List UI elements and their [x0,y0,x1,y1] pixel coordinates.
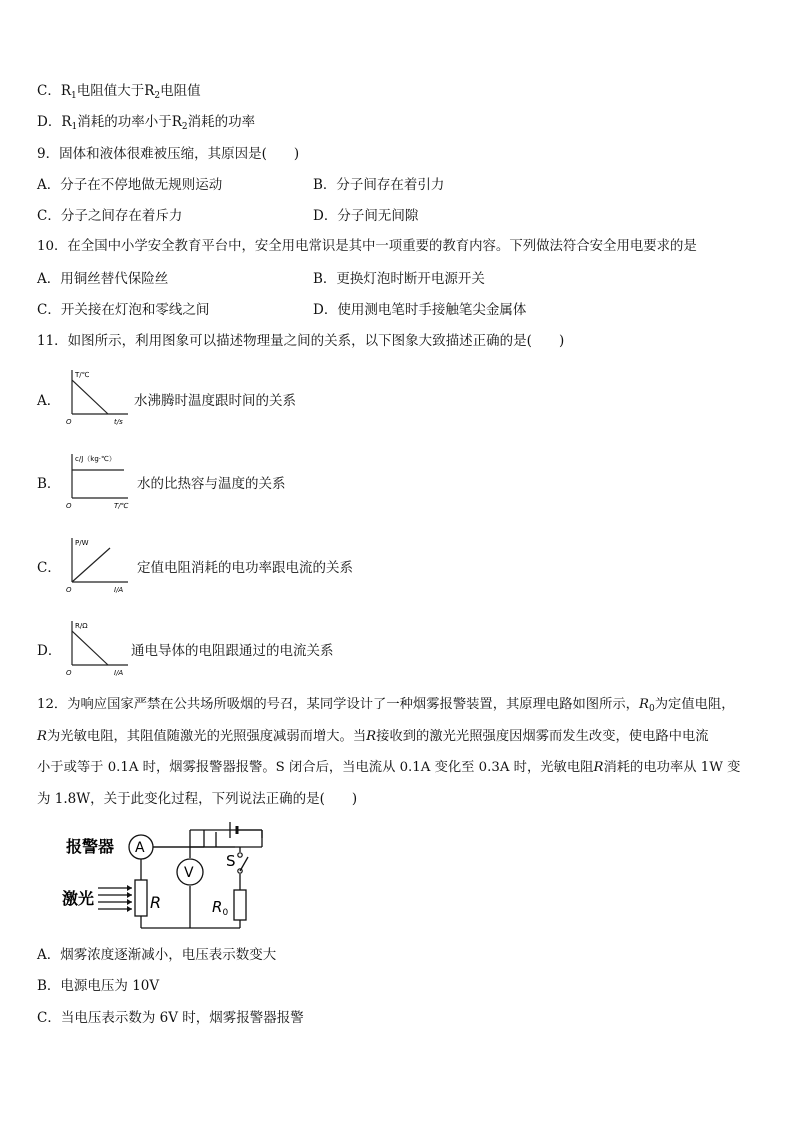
q12-stem-line-3 [37,759,740,777]
q10-option-a: A．用铜丝替代保险丝 [37,271,169,287]
r1-subscript: 1 [71,122,78,132]
y-axis-label: c/J（kg·℃） [75,455,116,463]
r1-symbol: R [60,83,72,99]
q11-stem: 11．如图所示，利用图象可以描述物理量之间的关系，以下图象大致描述正确的是( ) [37,333,565,349]
q11-option-a-desc: 水沸腾时温度跟时间的关系 [134,393,296,409]
x-axis-label: t/s [114,418,123,426]
stem-text: 接收到的激光光照强度因烟雾而发生改变，使电路中电流 [376,729,709,744]
origin-label: O [66,418,72,426]
q10-option-d: D．使用测电笔时手接触笔尖金属体 [313,302,527,318]
fixed-resistor-r0 [234,890,246,920]
option-text-end: 消耗的功率 [187,114,256,130]
origin-label: O [66,502,72,510]
switch-label: S [226,852,236,870]
r2-subscript: 2 [154,91,161,101]
stem-text: 为定值电阻， [654,697,735,712]
q10-option-c: C．开关接在灯泡和零线之间 [37,302,210,318]
arrowhead [127,892,132,898]
q10-option-b: B．更换灯泡时断开电源开关 [313,271,485,287]
photoresistor-r [135,880,147,916]
q9-option-b: B．分子间存在着引力 [313,177,445,193]
alarm-label: 报警器 [66,837,115,856]
q11-option-c-letter: C． [37,560,61,576]
stem-text: 消耗的电功率从 1W 变 [603,760,741,775]
switch-contact [238,853,242,857]
q9-option-c: C．分子之间存在着斥力 [37,208,183,224]
q11-option-d-letter: D． [37,643,62,659]
q11-option-c-desc: 定值电阻消耗的电功率跟电流的关系 [137,560,353,576]
stem-text: 小于或等于 0.1A 时，烟雾报警器报警。S 闭合后，当电流从 0.1A 变化至 0.3A 时，光敏电阻 [37,760,594,775]
q12-stem-line-2 [37,728,709,746]
q11-option-b-graph [64,450,140,512]
graph-line-decreasing [72,380,108,414]
ammeter-label: A [135,840,145,856]
q12-option-a: A．烟雾浓度逐渐减小，电压表示数变大 [37,947,277,963]
option-text: 消耗的功率小于 [77,114,172,130]
option-text: 电阻值大于 [76,83,145,99]
r-symbol: R [37,729,48,744]
q11-option-a-letter: A． [37,393,61,409]
r0-label: $R_0$ [212,898,229,918]
q11-option-c-graph [64,534,134,596]
q9-stem: 9．固体和液体很难被压缩，其原因是( ) [37,146,300,162]
q11-option-d-graph [64,617,134,679]
arrowhead [127,885,132,891]
arrowhead [127,899,132,905]
q8-option-c [37,82,201,105]
q9-option-a: A．分子在不停地做无规则运动 [37,177,223,193]
r-label: R [150,893,162,912]
r2-symbol: R [171,114,182,130]
y-axis-label: T/℃ [75,371,90,379]
r-symbol: R [366,729,377,744]
stem-text: 为光敏电阻，其阻值随激光的光照强度减弱而增大。当 [47,729,367,744]
q11-option-b-letter: B． [37,476,61,492]
q9-option-d: D．分子间无间隙 [313,208,419,224]
r2-symbol: R [144,83,155,99]
option-letter: D． [37,114,62,130]
q11-option-d-desc: 通电导体的电阻跟通过的电流关系 [131,643,334,659]
q12-stem-line-1 [37,696,735,718]
q11-option-a-graph [64,366,134,428]
y-axis-label: P/W [75,539,89,547]
x-axis-label: T/℃ [114,502,129,510]
stem-text: 12．为响应国家严禁在公共场所吸烟的号召，某同学设计了一种烟雾报警装置，其原理电路如图所示， [37,697,639,712]
r0-symbol: R [638,697,649,712]
graph-line-decreasing [72,631,108,665]
q12-option-b: B．电源电压为 10V [37,978,160,994]
q11-option-b-desc: 水的比热容与温度的关系 [137,476,286,492]
switch-lever [240,857,248,871]
q12-stem-line-4: 为 1.8W，关于此变化过程，下列说法正确的是( ) [37,791,358,807]
r-symbol: R [593,760,604,775]
voltmeter-label: V [184,865,194,881]
q8-option-d [37,113,255,136]
r1-symbol: R [61,114,72,130]
option-text-end: 电阻值 [160,83,201,99]
q10-stem: 10．在全国中小学安全教育平台中，安全用电常识是其中一项重要的教育内容。下列做法符合安全用电要求的是 [37,239,697,254]
option-letter: C． [37,83,61,99]
graph-line-increasing [72,548,110,582]
r2-subscript: 2 [181,122,188,132]
origin-label: O [66,669,72,677]
laser-label: 激光 [62,889,95,908]
q12-option-c: C．当电压表示数为 6V 时，烟雾报警器报警 [37,1010,304,1026]
x-axis-label: I/A [114,669,124,677]
r0-subscript: 0 [649,704,655,714]
origin-label: O [66,586,72,594]
arrowhead [127,906,132,912]
smoke-alarm-circuit-diagram [62,818,282,934]
r1-subscript: 1 [71,91,77,101]
y-axis-label: R/Ω [75,622,88,630]
x-axis-label: I/A [114,586,124,594]
